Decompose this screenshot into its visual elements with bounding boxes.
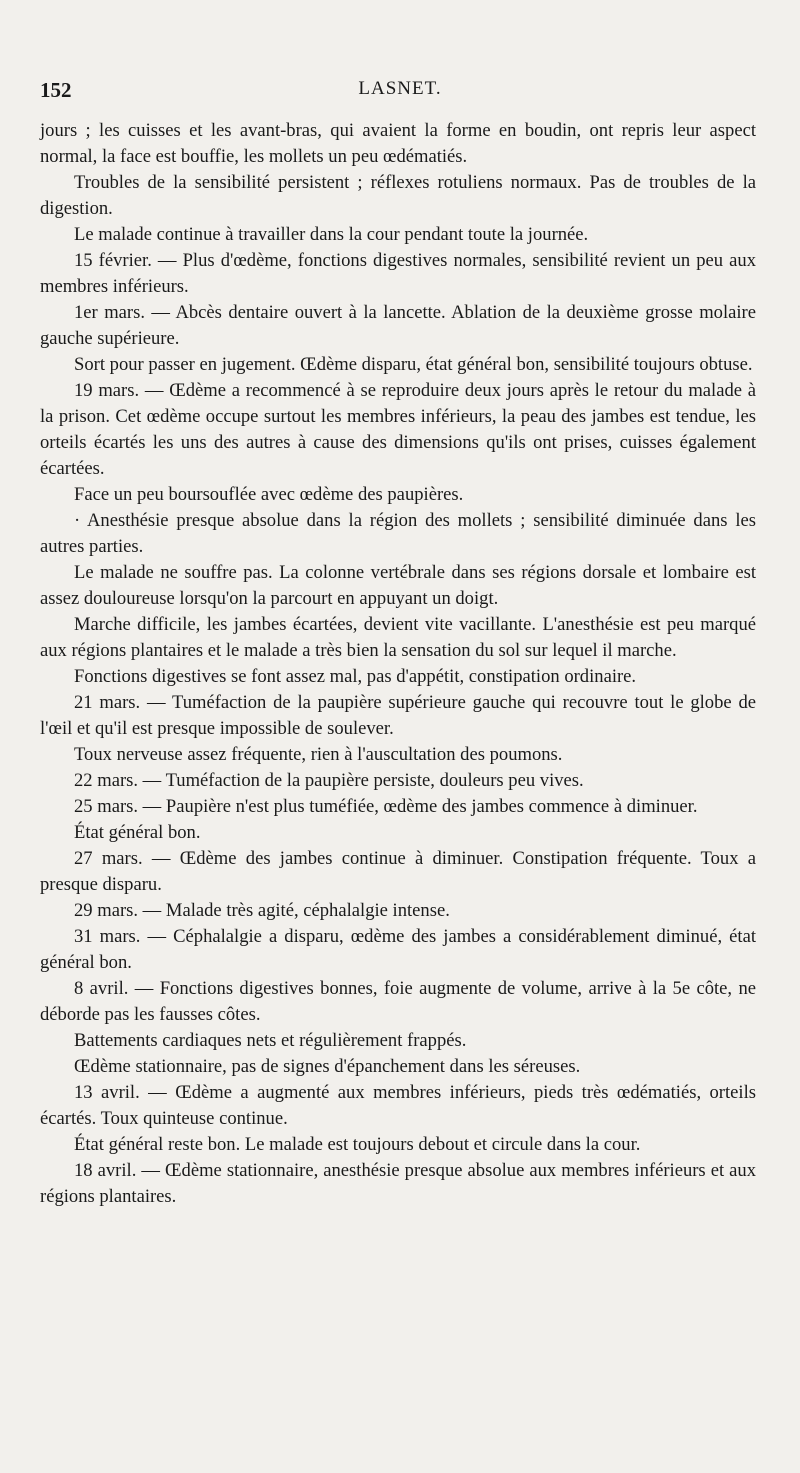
paragraph: 1er mars. — Abcès dentaire ouvert à la lancette. Ablation de la deuxième grosse molaire gauche supérieure. (40, 302, 756, 349)
paragraph: Œdème stationnaire, pas de signes d'épanchement dans les séreuses. (74, 1056, 581, 1077)
paragraph: Troubles de la sensibilité persistent ; réflexes rotuliens normaux. Pas de troubles de la digestion. (40, 172, 756, 219)
paragraph: État général reste bon. Le malade est toujours debout et circule dans la cour. (74, 1134, 641, 1155)
paragraph: Le malade continue à travailler dans la cour pendant toute la journée. (74, 224, 589, 245)
paragraph: 21 mars. — Tuméfaction de la paupière supérieure gauche qui recouvre tout le globe de l'œil et qu'il est presque impossible de soulever. (40, 692, 756, 739)
paragraph: 19 mars. — Œdème a recommencé à se reproduire deux jours après le retour du malade à la prison. Cet œdème occupe surtout les membres inférieurs, la peau des jambes est tendue, les orteils écartés les uns des autres à cause des dimensions qu'ils ont prises, cuisses également écartées. (40, 380, 756, 479)
paragraph: 18 avril. — Œdème stationnaire, anesthésie presque absolue aux membres inférieurs et aux régions plantaires. (40, 1160, 756, 1207)
paragraph: Marche difficile, les jambes écartées, devient vite vacillante. L'anesthésie est peu marqué aux régions plantaires et le malade a très bien la sensation du sol sur lequel il marche. (40, 614, 756, 661)
paragraph: 22 mars. — Tuméfaction de la paupière persiste, douleurs peu vives. (74, 770, 584, 791)
paragraph: · Anesthésie presque absolue dans la région des mollets ; sensibilité diminuée dans les autres parties. (40, 510, 756, 557)
paragraph: Sort pour passer en jugement. Œdème disparu, état général bon, sensibilité toujours obtuse. (74, 354, 753, 375)
running-head: LASNET. (358, 78, 442, 99)
paragraph: 27 mars. — Œdème des jambes continue à diminuer. Constipation fréquente. Toux a presque disparu. (40, 848, 756, 895)
paragraph: 25 mars. — Paupière n'est plus tuméfiée, œdème des jambes commence à diminuer. (74, 796, 698, 817)
paragraph: 15 février. — Plus d'œdème, fonctions digestives normales, sensibilité revient un peu aux membres inférieurs. (40, 250, 756, 297)
paragraph: 31 mars. — Céphalalgie a disparu, œdème des jambes a considérablement diminué, état général bon. (40, 926, 756, 973)
paragraph: Face un peu boursouflée avec œdème des paupières. (74, 484, 464, 505)
paragraph: Fonctions digestives se font assez mal, pas d'appétit, constipation ordinaire. (74, 666, 637, 687)
paragraph: jours ; les cuisses et les avant-bras, qui avaient la forme en boudin, ont repris leur aspect normal, la face est bouffie, les mollets un peu œdématiés. (40, 120, 756, 167)
page-header (40, 78, 760, 108)
paragraph: 13 avril. — Œdème a augmenté aux membres inférieurs, pieds très œdématiés, orteils écartés. Toux quinteuse continue. (40, 1082, 756, 1129)
body-text (40, 118, 756, 1210)
paragraph: Le malade ne souffre pas. La colonne vertébrale dans ses régions dorsale et lombaire est assez douloureuse lorsqu'on la parcourt en appuyant un doigt. (40, 562, 756, 609)
paragraph: Toux nerveuse assez fréquente, rien à l'auscultation des poumons. (74, 744, 563, 765)
paragraph: État général bon. (74, 822, 201, 843)
paragraph: 8 avril. — Fonctions digestives bonnes, foie augmente de volume, arrive à la 5e côte, ne déborde pas les fausses côtes. (40, 978, 756, 1025)
page-number: 152 (40, 78, 72, 102)
paragraph: 29 mars. — Malade très agité, céphalalgie intense. (74, 900, 450, 921)
paragraph: Battements cardiaques nets et régulièrement frappés. (74, 1030, 467, 1051)
